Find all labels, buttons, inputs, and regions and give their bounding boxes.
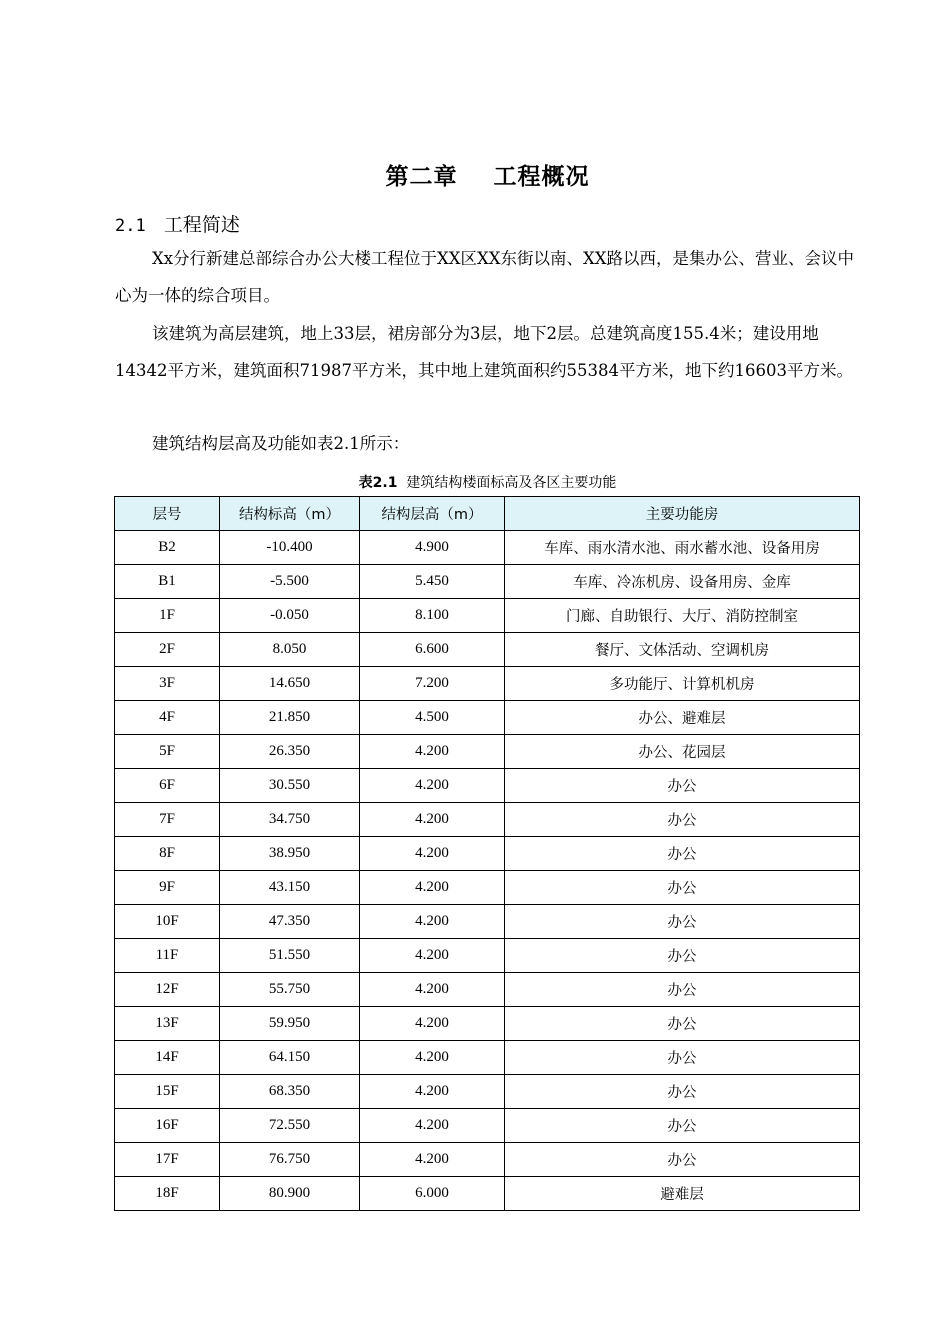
floor-function-table xyxy=(114,496,860,1211)
table-row xyxy=(115,973,860,1007)
cell-height: 6.600 xyxy=(360,633,505,667)
cell-function: 办公 xyxy=(505,1143,860,1177)
cell-floor: 17F xyxy=(115,1143,220,1177)
cell-floor: 8F xyxy=(115,837,220,871)
cell-floor: 18F xyxy=(115,1177,220,1211)
cell-height: 4.500 xyxy=(360,701,505,735)
paragraph-project-location: Xx分行新建总部综合办公大楼工程位于XX区XX东街以南、XX路以西，是集办公、营业、会议中心为一体的综合项目。 xyxy=(115,249,855,305)
cell-height: 5.450 xyxy=(360,565,505,599)
cell-elevation: 38.950 xyxy=(220,837,360,871)
cell-height: 4.200 xyxy=(360,905,505,939)
column-header-height: 结构层高（m） xyxy=(360,497,505,531)
column-header-floor: 层号 xyxy=(115,497,220,531)
cell-height: 4.200 xyxy=(360,1109,505,1143)
table-row xyxy=(115,1177,860,1211)
table-row xyxy=(115,633,860,667)
cell-function: 办公 xyxy=(505,769,860,803)
cell-height: 4.200 xyxy=(360,1007,505,1041)
cell-elevation: 34.750 xyxy=(220,803,360,837)
table-row xyxy=(115,871,860,905)
cell-function: 办公 xyxy=(505,1109,860,1143)
cell-function: 办公 xyxy=(505,1075,860,1109)
cell-floor: 16F xyxy=(115,1109,220,1143)
cell-function: 办公、花园层 xyxy=(505,735,860,769)
table-caption xyxy=(0,472,950,492)
cell-elevation: 55.750 xyxy=(220,973,360,1007)
cell-elevation: 76.750 xyxy=(220,1143,360,1177)
cell-elevation: 47.350 xyxy=(220,905,360,939)
table-row xyxy=(115,735,860,769)
cell-elevation: 51.550 xyxy=(220,939,360,973)
cell-function: 门廊、自助银行、大厅、消防控制室 xyxy=(505,599,860,633)
cell-floor: 3F xyxy=(115,667,220,701)
cell-elevation: 30.550 xyxy=(220,769,360,803)
cell-elevation: 72.550 xyxy=(220,1109,360,1143)
paragraph-building-area: 该建筑为高层建筑，地上33层，裙房部分为3层，地下2层。总建筑高度155.4米；建设用地14342平方米，建筑面积71987平方米，其中地上建筑面积约55384平方米，地下约16603平方米。 xyxy=(115,324,853,380)
cell-floor: 10F xyxy=(115,905,220,939)
cell-elevation: 43.150 xyxy=(220,871,360,905)
cell-elevation: 8.050 xyxy=(220,633,360,667)
table-row xyxy=(115,837,860,871)
cell-floor: B2 xyxy=(115,531,220,565)
cell-function: 餐厅、文体活动、空调机房 xyxy=(505,633,860,667)
table-header-row xyxy=(115,497,860,531)
cell-floor: 13F xyxy=(115,1007,220,1041)
column-header-function: 主要功能房 xyxy=(505,497,860,531)
chapter-title: 第二章 工程概况 xyxy=(385,164,590,190)
cell-elevation: 21.850 xyxy=(220,701,360,735)
cell-elevation: -5.500 xyxy=(220,565,360,599)
cell-elevation: 68.350 xyxy=(220,1075,360,1109)
cell-floor: 12F xyxy=(115,973,220,1007)
cell-height: 4.200 xyxy=(360,735,505,769)
cell-height: 4.200 xyxy=(360,1041,505,1075)
cell-elevation: 26.350 xyxy=(220,735,360,769)
cell-height: 4.200 xyxy=(360,973,505,1007)
table-row xyxy=(115,565,860,599)
table-caption-text: 建筑结构楼面标高及各区主要功能 xyxy=(406,475,617,491)
cell-height: 4.200 xyxy=(360,769,505,803)
cell-height: 4.200 xyxy=(360,1075,505,1109)
table-row xyxy=(115,701,860,735)
table-row xyxy=(115,803,860,837)
table-row xyxy=(115,769,860,803)
cell-height: 6.000 xyxy=(360,1177,505,1211)
cell-floor: 2F xyxy=(115,633,220,667)
cell-function: 车库、冷冻机房、设备用房、金库 xyxy=(505,565,860,599)
cell-function: 办公 xyxy=(505,973,860,1007)
table-row xyxy=(115,1075,860,1109)
cell-floor: 14F xyxy=(115,1041,220,1075)
cell-function: 车库、雨水清水池、雨水蓄水池、设备用房 xyxy=(505,531,860,565)
cell-height: 4.200 xyxy=(360,837,505,871)
table-row xyxy=(115,1007,860,1041)
cell-height: 4.200 xyxy=(360,939,505,973)
cell-floor: 7F xyxy=(115,803,220,837)
cell-floor: B1 xyxy=(115,565,220,599)
cell-floor: 11F xyxy=(115,939,220,973)
cell-function: 多功能厅、计算机机房 xyxy=(505,667,860,701)
cell-elevation: -0.050 xyxy=(220,599,360,633)
cell-function: 办公 xyxy=(505,1007,860,1041)
section-number: 2.1 xyxy=(115,216,146,236)
cell-function: 办公 xyxy=(505,939,860,973)
cell-floor: 9F xyxy=(115,871,220,905)
cell-height: 4.200 xyxy=(360,803,505,837)
table-body xyxy=(115,531,860,1211)
section-heading xyxy=(115,210,240,237)
column-header-elevation: 结构标高（m） xyxy=(220,497,360,531)
cell-height: 4.200 xyxy=(360,1143,505,1177)
cell-elevation: -10.400 xyxy=(220,531,360,565)
cell-function: 办公 xyxy=(505,871,860,905)
table-row xyxy=(115,905,860,939)
cell-function: 办公 xyxy=(505,1041,860,1075)
cell-height: 7.200 xyxy=(360,667,505,701)
paragraph-table-reference: 建筑结构层高及功能如表2.1所示： xyxy=(152,434,410,453)
cell-floor: 6F xyxy=(115,769,220,803)
table-row xyxy=(115,667,860,701)
cell-function: 办公 xyxy=(505,905,860,939)
table-row xyxy=(115,939,860,973)
cell-function: 避难层 xyxy=(505,1177,860,1211)
cell-function: 办公 xyxy=(505,837,860,871)
cell-floor: 5F xyxy=(115,735,220,769)
cell-function: 办公、避难层 xyxy=(505,701,860,735)
cell-height: 4.200 xyxy=(360,871,505,905)
table-row xyxy=(115,1041,860,1075)
cell-height: 4.900 xyxy=(360,531,505,565)
cell-floor: 4F xyxy=(115,701,220,735)
cell-function: 办公 xyxy=(505,803,860,837)
cell-elevation: 64.150 xyxy=(220,1041,360,1075)
cell-floor: 1F xyxy=(115,599,220,633)
cell-height: 8.100 xyxy=(360,599,505,633)
cell-floor: 15F xyxy=(115,1075,220,1109)
cell-elevation: 80.900 xyxy=(220,1177,360,1211)
table-row xyxy=(115,599,860,633)
table-row xyxy=(115,531,860,565)
table-caption-label: 表2.1 xyxy=(358,475,398,491)
cell-elevation: 14.650 xyxy=(220,667,360,701)
section-title: 工程简述 xyxy=(163,214,240,236)
cell-elevation: 59.950 xyxy=(220,1007,360,1041)
table-row xyxy=(115,1109,860,1143)
table-row xyxy=(115,1143,860,1177)
